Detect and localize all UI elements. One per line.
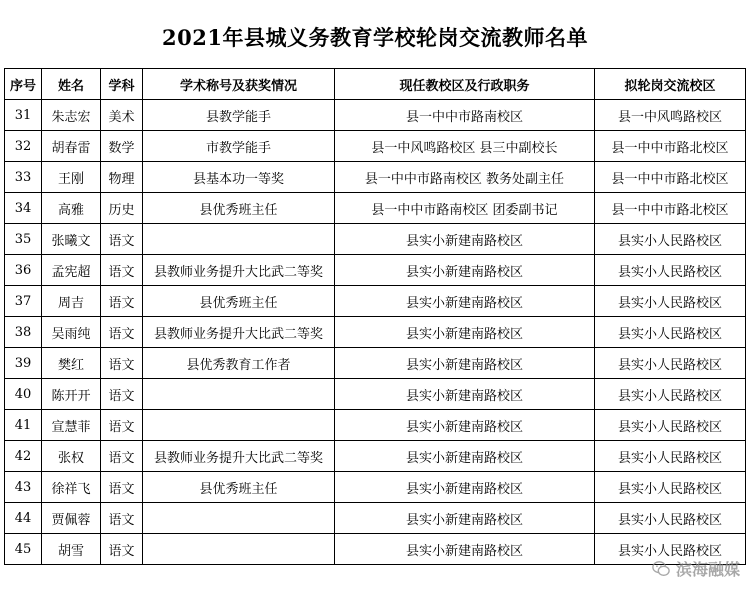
cell-awards [143,503,335,534]
page-title: 2021年县城义务教育学校轮岗交流教师名单 [162,25,588,50]
cell-awards: 市教学能手 [143,131,335,162]
table-row [5,131,746,162]
cell-awards: 县教师业务提升大比武二等奖 [143,317,335,348]
cell-index: 41 [5,410,42,441]
cell-awards: 县优秀班主任 [143,286,335,317]
cell-subject: 美术 [101,100,143,131]
cell-current-campus: 县一中中市路南校区 团委副书记 [335,193,595,224]
table-row [5,503,746,534]
cell-subject: 语文 [101,441,143,472]
cell-index: 34 [5,193,42,224]
cell-subject: 语文 [101,503,143,534]
cell-current-campus: 县实小新建南路校区 [335,472,595,503]
cell-current-campus: 县实小新建南路校区 [335,224,595,255]
cell-name: 王刚 [42,162,101,193]
cell-name: 宣慧菲 [42,410,101,441]
cell-target-campus: 县实小人民路校区 [595,534,746,565]
table-row [5,379,746,410]
cell-index: 33 [5,162,42,193]
cell-name: 张权 [42,441,101,472]
header-name: 姓名 [42,69,101,100]
teacher-table [4,68,746,565]
header-target-campus: 拟轮岗交流校区 [595,69,746,100]
cell-index: 42 [5,441,42,472]
cell-current-campus: 县实小新建南路校区 [335,348,595,379]
cell-subject: 语文 [101,348,143,379]
table-row [5,410,746,441]
table-row [5,534,746,565]
cell-index: 45 [5,534,42,565]
cell-awards: 县优秀班主任 [143,472,335,503]
cell-awards [143,379,335,410]
cell-subject: 语文 [101,255,143,286]
cell-target-campus: 县实小人民路校区 [595,410,746,441]
table-row [5,317,746,348]
cell-awards [143,410,335,441]
cell-target-campus: 县实小人民路校区 [595,379,746,410]
cell-current-campus: 县一中风鸣路校区 县三中副校长 [335,131,595,162]
header-current-campus: 现任教校区及行政职务 [335,69,595,100]
cell-index: 39 [5,348,42,379]
cell-name: 张曦文 [42,224,101,255]
cell-current-campus: 县实小新建南路校区 [335,503,595,534]
cell-target-campus: 县一中中市路北校区 [595,131,746,162]
cell-index: 44 [5,503,42,534]
cell-subject: 语文 [101,286,143,317]
table-row [5,193,746,224]
watermark [652,557,740,580]
cell-name: 樊红 [42,348,101,379]
cell-awards: 县教师业务提升大比武二等奖 [143,441,335,472]
cell-awards: 县优秀教育工作者 [143,348,335,379]
cell-subject: 语文 [101,410,143,441]
cell-index: 37 [5,286,42,317]
cell-name: 周吉 [42,286,101,317]
watermark-text: 滨海融媒 [675,560,740,579]
cell-current-campus: 县实小新建南路校区 [335,410,595,441]
cell-current-campus: 县实小新建南路校区 [335,317,595,348]
cell-target-campus: 县实小人民路校区 [595,503,746,534]
wechat-icon [652,560,670,578]
cell-target-campus: 县一中中市路北校区 [595,193,746,224]
cell-subject: 历史 [101,193,143,224]
cell-target-campus: 县实小人民路校区 [595,441,746,472]
cell-index: 31 [5,100,42,131]
cell-subject: 数学 [101,131,143,162]
cell-subject: 语文 [101,472,143,503]
cell-index: 40 [5,379,42,410]
table-header-row [5,69,746,100]
table-row [5,255,746,286]
cell-current-campus: 县实小新建南路校区 [335,441,595,472]
cell-awards: 县基本功一等奖 [143,162,335,193]
cell-name: 陈开开 [42,379,101,410]
table-row [5,348,746,379]
table-row [5,286,746,317]
cell-target-campus: 县实小人民路校区 [595,472,746,503]
cell-index: 32 [5,131,42,162]
cell-target-campus: 县一中中市路北校区 [595,162,746,193]
cell-awards: 县优秀班主任 [143,193,335,224]
header-index: 序号 [5,69,42,100]
cell-awards [143,534,335,565]
cell-name: 胡雪 [42,534,101,565]
cell-subject: 语文 [101,379,143,410]
cell-target-campus: 县一中风鸣路校区 [595,100,746,131]
cell-awards: 县教学能手 [143,100,335,131]
cell-target-campus: 县实小人民路校区 [595,286,746,317]
cell-current-campus: 县实小新建南路校区 [335,255,595,286]
cell-awards [143,224,335,255]
table-row [5,224,746,255]
cell-target-campus: 县实小人民路校区 [595,255,746,286]
cell-current-campus: 县一中中市路南校区 教务处副主任 [335,162,595,193]
cell-subject: 语文 [101,317,143,348]
cell-index: 35 [5,224,42,255]
cell-name: 胡春雷 [42,131,101,162]
cell-current-campus: 县一中中市路南校区 [335,100,595,131]
table-row [5,162,746,193]
cell-current-campus: 县实小新建南路校区 [335,286,595,317]
cell-target-campus: 县实小人民路校区 [595,317,746,348]
cell-current-campus: 县实小新建南路校区 [335,534,595,565]
cell-name: 孟宪超 [42,255,101,286]
cell-name: 徐祥飞 [42,472,101,503]
cell-name: 朱志宏 [42,100,101,131]
cell-index: 38 [5,317,42,348]
cell-index: 36 [5,255,42,286]
cell-target-campus: 县实小人民路校区 [595,348,746,379]
cell-target-campus: 县实小人民路校区 [595,224,746,255]
cell-subject: 语文 [101,224,143,255]
table-row [5,100,746,131]
cell-name: 吴雨纯 [42,317,101,348]
cell-subject: 物理 [101,162,143,193]
table-row [5,472,746,503]
cell-current-campus: 县实小新建南路校区 [335,379,595,410]
cell-name: 高雅 [42,193,101,224]
cell-index: 43 [5,472,42,503]
cell-subject: 语文 [101,534,143,565]
cell-name: 贾佩蓉 [42,503,101,534]
header-awards: 学术称号及获奖情况 [143,69,335,100]
table-row [5,441,746,472]
table-body [5,100,746,565]
cell-awards: 县教师业务提升大比武二等奖 [143,255,335,286]
header-subject: 学科 [101,69,143,100]
